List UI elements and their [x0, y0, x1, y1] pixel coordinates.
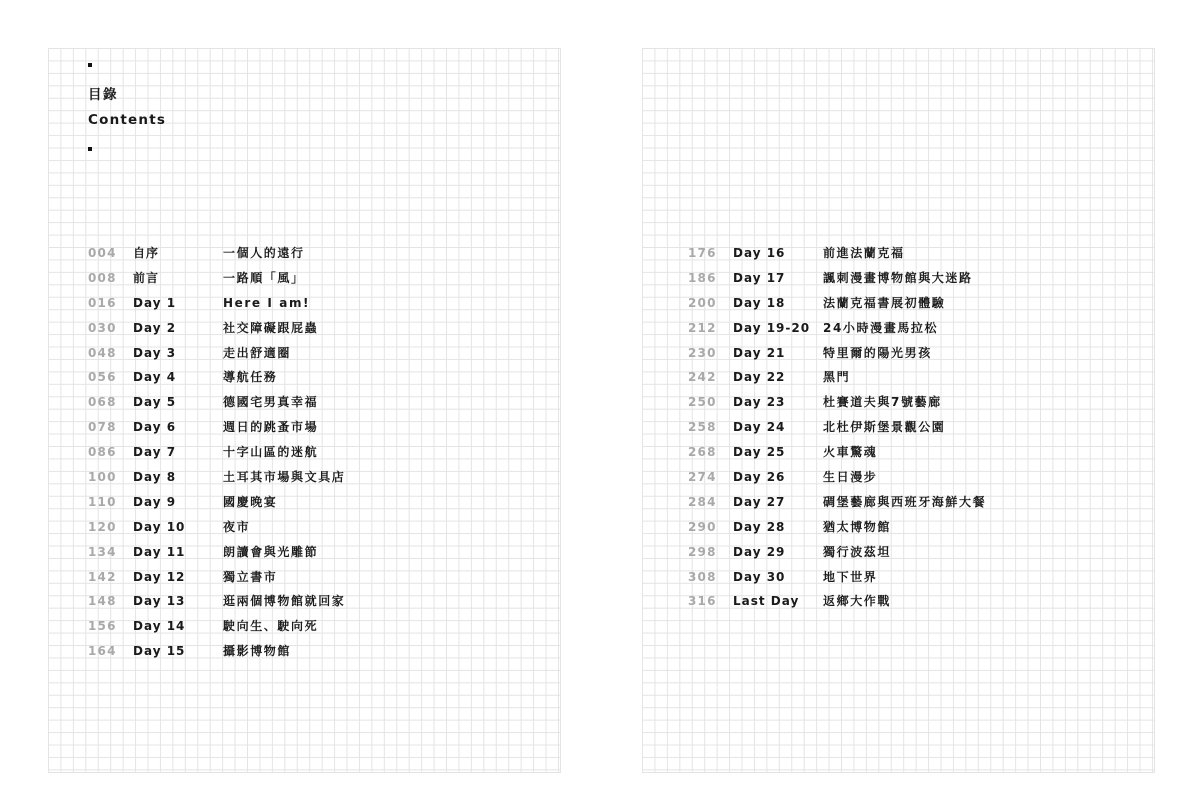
- toc-page-number: 004: [88, 246, 117, 260]
- toc-page-number: 030: [88, 320, 117, 335]
- toc-entry: [642, 270, 1154, 295]
- toc-entry: [642, 295, 1154, 320]
- toc-page-number: 258: [688, 420, 717, 435]
- toc-chapter-title: 生日漫步: [823, 470, 878, 485]
- toc-day-label: Day 13: [133, 594, 186, 609]
- toc-entry: [642, 345, 1154, 370]
- left-page: [48, 48, 561, 773]
- toc-page-number: 078: [88, 420, 117, 435]
- toc-page-number: 068: [88, 395, 117, 410]
- toc-page-number: 186: [688, 270, 717, 285]
- toc-day-label: Day 11: [133, 544, 186, 559]
- toc-chapter-title: 朗讀會與光雕節: [223, 544, 319, 559]
- toc-entry: [642, 569, 1154, 594]
- toc-page-number: 148: [88, 594, 117, 609]
- toc-chapter-title: 法蘭克福書展初體驗: [823, 295, 946, 310]
- toc-page-number: 008: [88, 270, 117, 285]
- toc-day-label: Day 23: [733, 395, 786, 410]
- toc-day-label: Day 16: [733, 246, 786, 260]
- toc-chapter-title: 24小時漫畫馬拉松: [823, 320, 939, 335]
- toc-chapter-title: 攝影博物館: [223, 644, 292, 659]
- toc-chapter-title: 國慶晚宴: [223, 494, 278, 509]
- page-title-chinese: 目錄: [88, 87, 118, 103]
- toc-entry: [48, 369, 560, 394]
- toc-chapter-title: 土耳其市場與文具店: [223, 470, 346, 485]
- toc-entry: [642, 519, 1154, 544]
- toc-entry: [48, 494, 560, 519]
- toc-day-label: Day 15: [133, 644, 186, 659]
- toc-entry: [48, 469, 560, 494]
- toc-day-label: Day 2: [133, 320, 177, 335]
- toc-chapter-title: 特里爾的陽光男孩: [823, 345, 932, 360]
- toc-entry: [642, 394, 1154, 419]
- toc-day-label: 前言: [133, 270, 160, 285]
- square-bullet-icon: [88, 63, 92, 67]
- toc-page-number: 200: [688, 295, 717, 310]
- toc-day-label: Day 24: [733, 420, 786, 435]
- toc-page-number: 100: [88, 470, 117, 485]
- toc-chapter-title: 導航任務: [223, 370, 278, 385]
- toc-page-number: 048: [88, 345, 117, 360]
- toc-page-number: 316: [688, 594, 717, 609]
- toc-page-number: 056: [88, 370, 117, 385]
- right-page: [642, 48, 1155, 773]
- toc-day-label: Day 1: [133, 295, 177, 310]
- toc-page-number: 120: [88, 519, 117, 534]
- toc-page-number: 242: [688, 370, 717, 385]
- toc-chapter-title: 杜賽道夫與7號藝廊: [823, 395, 942, 410]
- toc-entry: [48, 245, 560, 270]
- square-bullet-icon: [88, 147, 92, 151]
- toc-entry: [48, 569, 560, 594]
- toc-day-label: Day 17: [733, 270, 786, 285]
- toc-entry: [48, 618, 560, 643]
- toc-chapter-title: 地下世界: [823, 569, 878, 584]
- toc-day-label: Day 19-20: [733, 320, 811, 335]
- toc-entry: [642, 494, 1154, 519]
- table-of-contents-left: [48, 245, 560, 668]
- toc-day-label: Day 8: [133, 470, 177, 485]
- toc-chapter-title: 駛向生、駛向死: [223, 619, 319, 634]
- toc-day-label: Day 12: [133, 569, 186, 584]
- toc-chapter-title: 逛兩個博物館就回家: [223, 594, 346, 609]
- toc-chapter-title: Here I am!: [223, 295, 311, 310]
- toc-page-number: 142: [88, 569, 117, 584]
- toc-page-number: 290: [688, 519, 717, 534]
- toc-chapter-title: 德國宅男真幸福: [223, 395, 319, 410]
- toc-chapter-title: 前進法蘭克福: [823, 246, 905, 260]
- toc-page-number: 284: [688, 494, 717, 509]
- toc-day-label: Day 25: [733, 445, 786, 460]
- toc-day-label: Day 5: [133, 395, 177, 410]
- toc-entry: [642, 444, 1154, 469]
- toc-chapter-title: 十字山區的迷航: [223, 445, 319, 460]
- toc-day-label: Day 27: [733, 494, 786, 509]
- toc-entry: [642, 369, 1154, 394]
- toc-day-label: Day 18: [733, 295, 786, 310]
- toc-day-label: Day 6: [133, 420, 177, 435]
- toc-entry: [48, 643, 560, 668]
- toc-day-label: Day 9: [133, 494, 177, 509]
- page-title-english: Contents: [88, 112, 167, 128]
- toc-chapter-title: 社交障礙跟屁蟲: [223, 320, 319, 335]
- toc-chapter-title: 獨立書市: [223, 569, 278, 584]
- toc-entry: [48, 519, 560, 544]
- toc-page-number: 134: [88, 544, 117, 559]
- toc-page-number: 176: [688, 246, 717, 260]
- toc-page-number: 298: [688, 544, 717, 559]
- toc-day-label: Day 22: [733, 370, 786, 385]
- toc-page-number: 250: [688, 395, 717, 410]
- toc-entry: [642, 419, 1154, 444]
- toc-chapter-title: 火車驚魂: [823, 445, 878, 460]
- toc-chapter-title: 猶太博物館: [823, 519, 892, 534]
- toc-entry: [642, 245, 1154, 270]
- toc-chapter-title: 夜市: [223, 519, 251, 534]
- toc-entry: [48, 593, 560, 618]
- toc-chapter-title: 一路順「風」: [223, 270, 305, 285]
- toc-day-label: Day 10: [133, 519, 186, 534]
- toc-entry: [48, 295, 560, 320]
- toc-day-label: 自序: [133, 246, 160, 260]
- toc-page-number: 230: [688, 345, 717, 360]
- toc-day-label: Day 30: [733, 569, 786, 584]
- toc-chapter-title: 一個人的遠行: [223, 246, 305, 260]
- toc-day-label: Last Day: [733, 594, 800, 609]
- toc-day-label: Day 29: [733, 544, 786, 559]
- toc-day-label: Day 28: [733, 519, 786, 534]
- toc-entry: [48, 444, 560, 469]
- toc-entry: [48, 270, 560, 295]
- toc-chapter-title: 走出舒適圈: [223, 345, 292, 360]
- toc-day-label: Day 14: [133, 619, 186, 634]
- toc-chapter-title: 諷刺漫畫博物館與大迷路: [823, 270, 973, 285]
- table-of-contents-right: [642, 245, 1154, 618]
- toc-entry: [642, 544, 1154, 569]
- toc-page-number: 308: [688, 569, 717, 584]
- toc-day-label: Day 4: [133, 370, 177, 385]
- toc-page-number: 212: [688, 320, 717, 335]
- toc-entry: [48, 394, 560, 419]
- toc-page-number: 268: [688, 445, 717, 460]
- toc-day-label: Day 26: [733, 470, 786, 485]
- toc-entry: [642, 593, 1154, 618]
- toc-chapter-title: 週日的跳蚤市場: [223, 420, 319, 435]
- toc-day-label: Day 21: [733, 345, 786, 360]
- toc-chapter-title: 碉堡藝廊與西班牙海鮮大餐: [823, 494, 987, 509]
- toc-chapter-title: 獨行波茲坦: [823, 544, 892, 559]
- toc-chapter-title: 黑門: [823, 370, 851, 385]
- toc-entry: [642, 320, 1154, 345]
- toc-page-number: 156: [88, 619, 117, 634]
- toc-page-number: 086: [88, 445, 117, 460]
- toc-entry: [48, 544, 560, 569]
- toc-entry: [48, 419, 560, 444]
- toc-page-number: 110: [88, 494, 117, 509]
- toc-entry: [48, 345, 560, 370]
- toc-entry: [48, 320, 560, 345]
- toc-day-label: Day 3: [133, 345, 177, 360]
- toc-day-label: Day 7: [133, 445, 177, 460]
- toc-chapter-title: 返鄉大作戰: [823, 594, 892, 609]
- toc-page-number: 274: [688, 470, 717, 485]
- toc-page-number: 164: [88, 644, 117, 659]
- toc-chapter-title: 北杜伊斯堡景觀公園: [823, 420, 946, 435]
- toc-page-number: 016: [88, 295, 117, 310]
- toc-entry: [642, 469, 1154, 494]
